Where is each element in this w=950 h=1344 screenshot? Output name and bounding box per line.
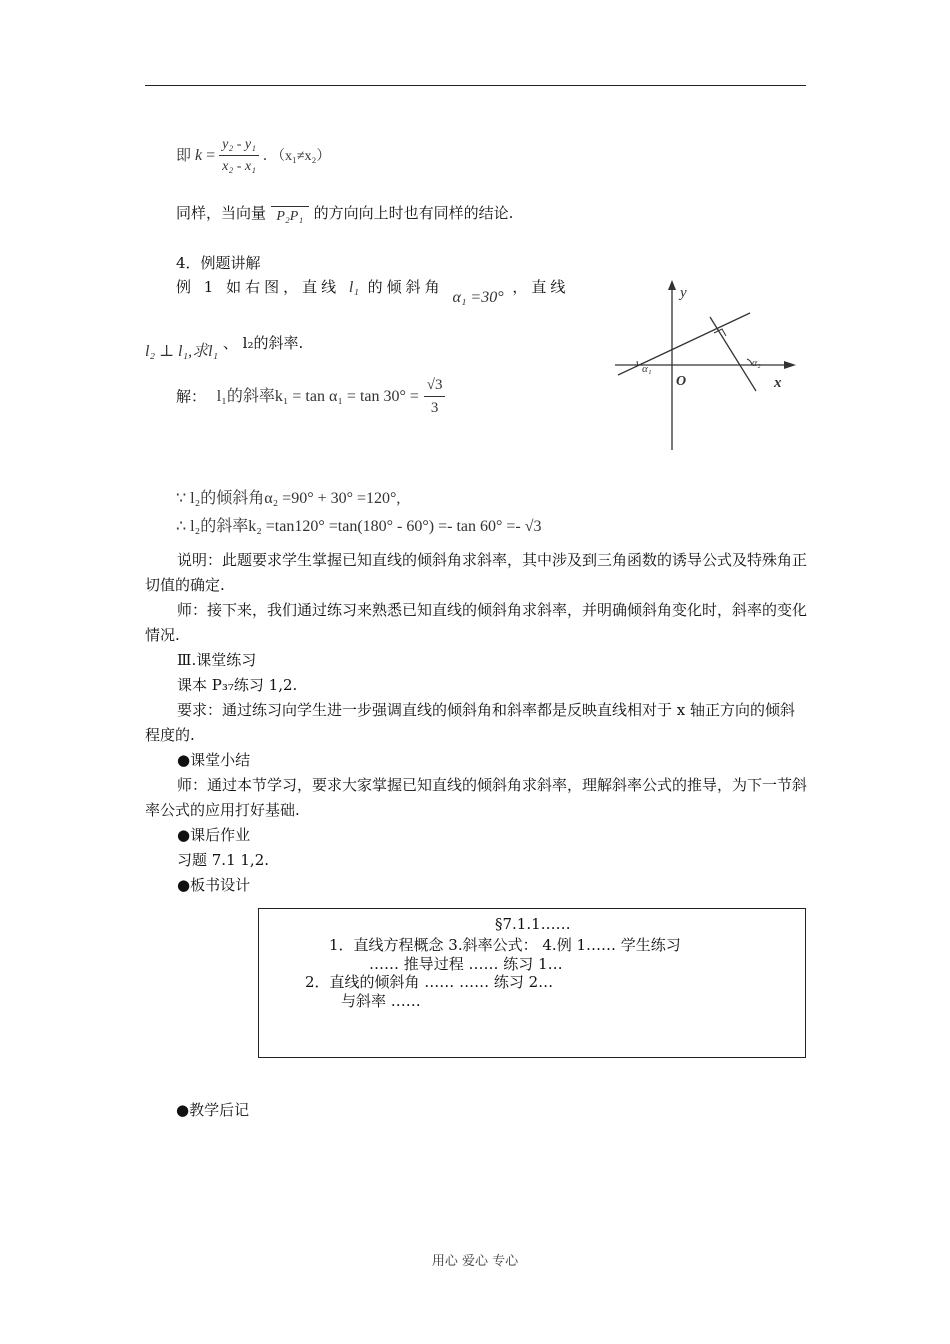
paragraph: 说明：此题要求学生掌握已知直线的倾斜角求斜率，其中涉及到三角函数的诱导公式及特殊角正切值的确定.: [145, 551, 808, 594]
page-footer: 用心 爱心 专心: [431, 1254, 519, 1269]
paragraph: 师：通过本节学习，要求大家掌握已知直线的倾斜角求斜率，理解斜率公式的推导，为下一节斜率公式的应用打好基础.: [145, 776, 808, 819]
body-text: [145, 548, 807, 898]
board-row-1: 1．直线方程概念 3.斜率公式： 4.例 1…… 学生练习: [329, 936, 681, 954]
formula-k: k: [195, 146, 203, 164]
line-l1: [618, 313, 750, 375]
formula-eq: =: [206, 146, 216, 164]
slope-formula: [176, 138, 330, 174]
solution-line: 解： l₁的斜率k₁ = tan α₁ = tan 30° = $\frac{√3}{3}$: [176, 378, 445, 417]
line-l2: [710, 317, 756, 391]
x-axis-arrow: [784, 361, 796, 369]
vector-text-after: 的方向向上时也有同样的结论.: [313, 204, 514, 222]
formula-denominator: x₂ - x₁: [222, 158, 256, 174]
vector-text-before: 同样，当向量: [176, 204, 267, 222]
example-1-line2: l₂ ⊥ l₁,求l₁ 、 l₂的斜率.: [145, 334, 304, 360]
formula-dot: .: [262, 146, 267, 164]
paragraph: Ⅲ.课堂练习: [177, 651, 257, 669]
formula-prefix: 即: [176, 145, 192, 164]
example-1-line1: 例 1 如右图，直线 l₁ 的倾斜角 α₁ =30° ，直线: [176, 278, 570, 306]
board-row-4: 与斜率 ……: [341, 992, 421, 1010]
paragraph: 要求：通过练习向学生进一步强调直线的倾斜角和斜率都是反映直线相对于 x 轴正方向的倾斜程度的.: [145, 701, 795, 744]
label-y: y: [680, 285, 687, 301]
header-rule: [145, 85, 806, 86]
incline-figure: [610, 275, 810, 455]
alpha1-value: α₁ =30°: [452, 289, 504, 306]
formula-numerator: y₂ - y₁: [219, 138, 259, 156]
y-axis-arrow: [668, 280, 676, 290]
label-alpha1: α₁: [642, 363, 652, 375]
paragraph: ●课后作业: [177, 826, 251, 844]
vector-statement: [176, 200, 513, 226]
paragraph: 习题 7.1 1,2.: [177, 851, 270, 869]
label-x: x: [774, 375, 782, 391]
postscript-heading: ●教学后记: [176, 1101, 250, 1119]
label-o: O: [676, 374, 687, 389]
vector-p2p1: P₂P₁: [271, 204, 309, 225]
board-title: §7.1.1……: [495, 915, 571, 933]
paragraph: ●板书设计: [177, 876, 251, 894]
paragraph: 师：接下来，我们通过练习来熟悉已知直线的倾斜角求斜率，并明确倾斜角变化时，斜率的变化情况.: [145, 601, 808, 644]
formula-condition: （x₁≠x₂）: [270, 148, 331, 164]
board-design-box: [258, 908, 806, 1058]
board-row-3: 2．直线的倾斜角 …… …… 练习 2…: [305, 973, 554, 991]
sqrt3-over-3: $\frac{√3}{3}$: [424, 378, 446, 417]
label-alpha2: α₂: [752, 358, 761, 369]
section-heading: 4．例题讲解: [176, 254, 261, 272]
formula-fraction: [219, 138, 259, 174]
because-line: ∵ l₂的倾斜角α₂ =90° + 30° =120°,: [176, 490, 401, 507]
therefore-line: ∴ l₂的斜率k₂ =tan120° =tan(180° - 60°) =- tan 60° =- √3: [176, 518, 542, 535]
paragraph: 课本 P₃₇练习 1,2.: [177, 676, 298, 694]
board-row-2: …… 推导过程 …… 练习 1…: [369, 955, 563, 973]
paragraph: ●课堂小结: [177, 751, 251, 769]
